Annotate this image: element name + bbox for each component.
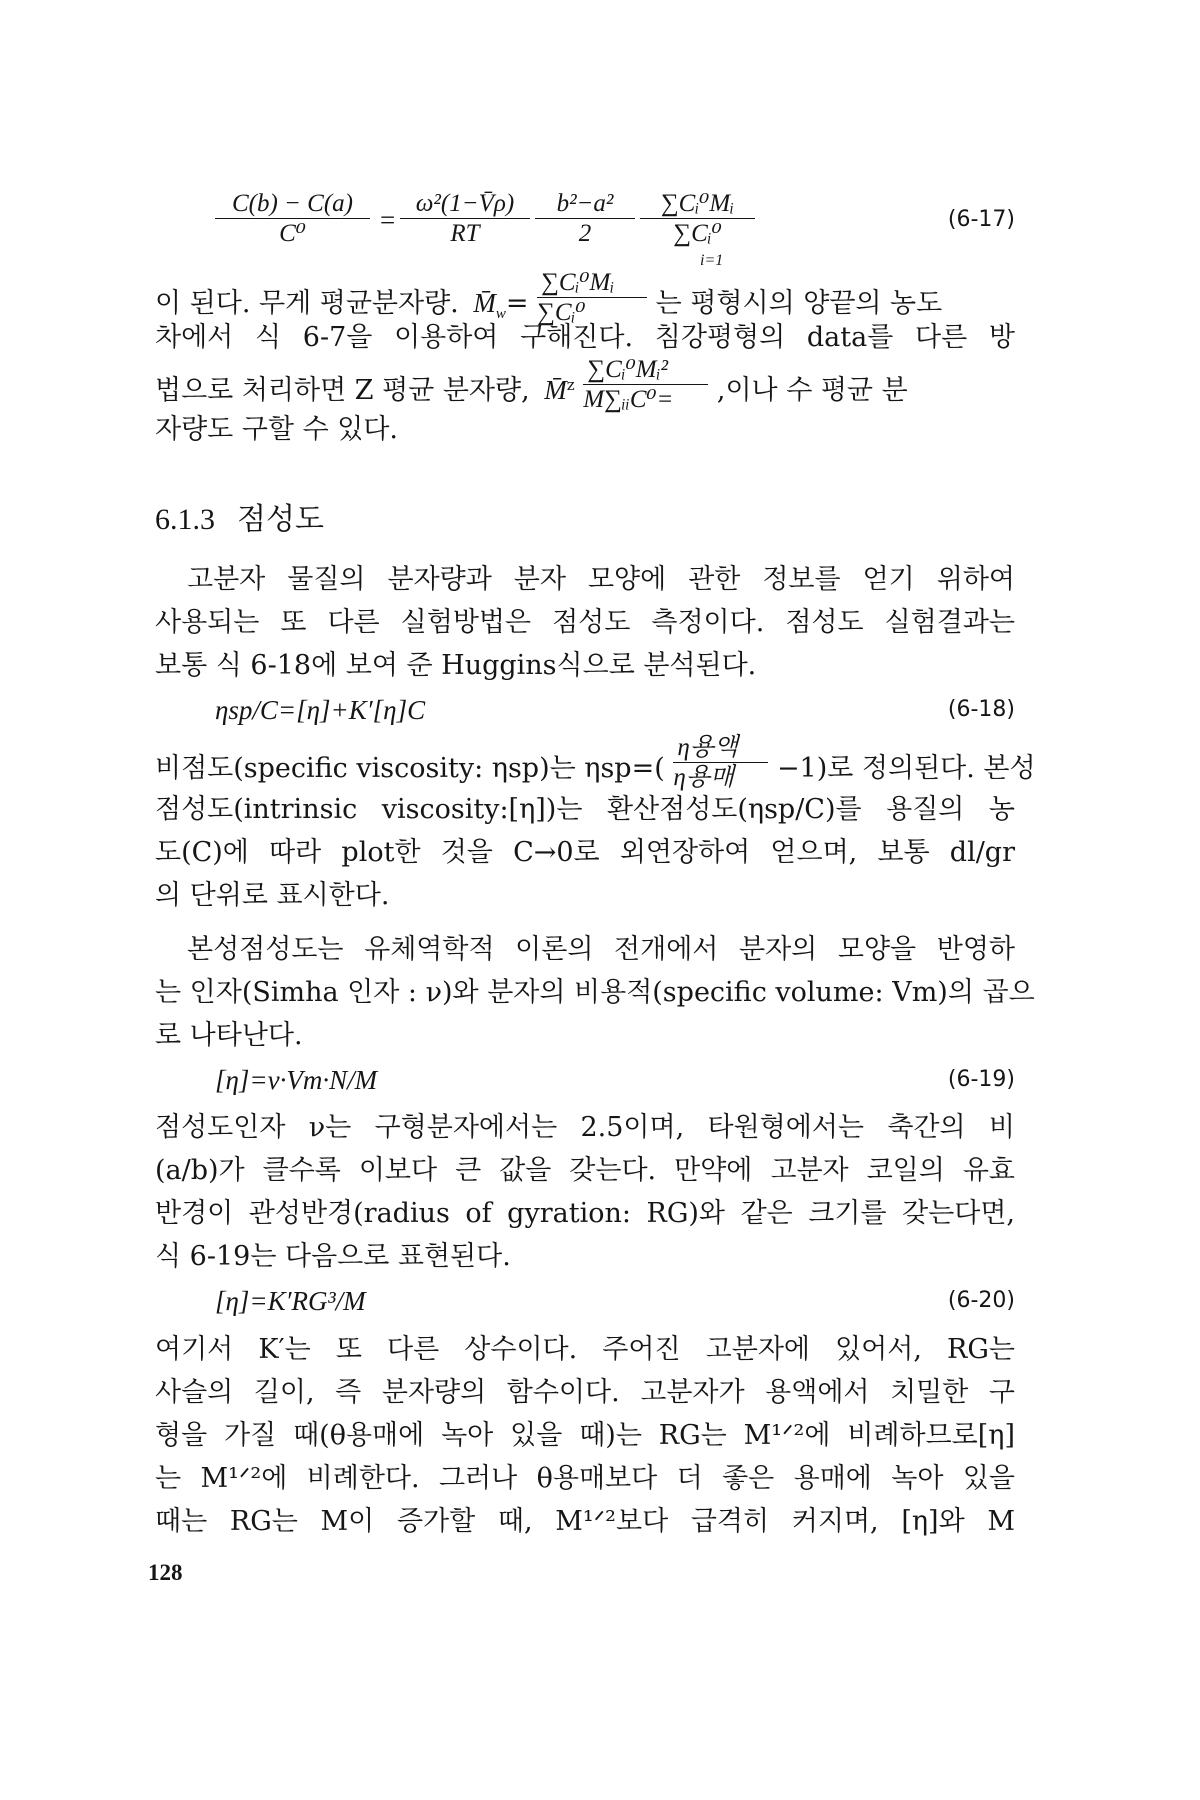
para1-line2: 차에서 식 6-7을 이용하여 구해진다. 침강평형의 data를 다른 방 (155, 322, 1015, 353)
eq-617-lhs-numerator: C(b) − C(a) (215, 190, 370, 219)
para3-line1-start: 비점도(specific viscosity: ηsp)는 ηsp=( (155, 753, 665, 784)
eq-618-text: ηsp/C=[η]+K′[η]C (215, 695, 426, 725)
eq-617-lhs-denominator: C⁰ (279, 220, 306, 247)
eq-617-sum-index: i=1 (700, 252, 724, 269)
para1-line3-symbol: M̄ (544, 375, 567, 405)
eq-617-fraction-2 (535, 190, 635, 249)
para1-line3-end: ,이나 수 평균 분 (716, 375, 908, 406)
para1-line1-frac-den: ∑Cᵢ⁰ (537, 299, 586, 326)
para4-line2: 는 인자(Simha 인자 : ν)와 분자의 비용적(specific volume: Vm)의 곱으 (155, 977, 1035, 1008)
para4-line1: 본성점성도는 유체역학적 이론의 전개에서 분자의 모양을 반영하 (187, 934, 1015, 965)
para2-line3: 보통 식 6-18에 보여 준 Huggins식으로 분석된다. (155, 650, 757, 681)
section-title: 점성도 (237, 502, 324, 537)
para6-line4: 는 M¹ᐟ²에 비례한다. 그러나 θ용매보다 더 좋은 용매에 녹아 있을 (155, 1463, 1015, 1494)
eq-617-rhs3-numerator: ∑Cᵢ⁰Mᵢ (640, 190, 755, 219)
eq-617-fraction-1 (400, 190, 530, 249)
para6-line2: 사슬의 길이, 즉 분자량의 함수이다. 고분자가 용액에서 치밀한 구 (155, 1377, 1015, 1408)
para1-line1-frac-num: ∑Cᵢ⁰Mᵢ (537, 269, 647, 298)
section-heading (155, 500, 324, 540)
para1-line3-frac-den: M∑ᵢᵢC⁰= (583, 386, 674, 413)
para1-line1-symbol: M̄ (473, 288, 496, 318)
eq-617-rhs1-numerator: ω²(1−V̄ρ) (400, 190, 530, 219)
section-number: 6.1.3 (155, 503, 215, 536)
eq-620-text: [η]=K′RG³/M (215, 1286, 366, 1316)
para1-line1-end: 는 평형시의 양끝의 농도 (655, 288, 943, 319)
para1-line3-start: 법으로 처리하면 Z 평균 분자량, (155, 375, 530, 406)
para1-line3-frac-num: ∑Cᵢ⁰Mᵢ² (583, 356, 708, 385)
eq-617-number: (6-17) (947, 207, 1015, 232)
para1-line3-fraction (583, 356, 708, 415)
para1-line4: 자량도 구할 수 있다. (155, 414, 398, 445)
eq-619-number: (6-19) (947, 1067, 1015, 1092)
eq-617-equals: = (380, 205, 396, 235)
para1-line1: 이 된다. 무게 평균분자량. $M̄_w=$ $\frac{\text{∑Cᵢ⁰Mᵢ}}{\text{∑Cᵢ⁰}}$ 는 평형시의 양끝의 농도 (155, 269, 943, 326)
para5-line3: 반경이 관성반경(radius of gyration: RG)와 같은 크기를 갖는다면, (155, 1198, 1015, 1229)
para3-line1-fraction (673, 734, 768, 793)
para6-line5: 때는 RG는 M이 증가할 때, M¹ᐟ²보다 급격히 커지며, [η]와 M (155, 1506, 1015, 1537)
page-number: 128 (148, 1560, 183, 1585)
para6-line3: 형을 가질 때(θ용매에 녹아 있을 때)는 RG는 M¹ᐟ²에 비례하므로[η] (155, 1420, 1015, 1451)
para3-line1-frac-num: η용액 (673, 734, 768, 763)
para3-line1-end: −1)로 정의된다. 본성 (776, 753, 1036, 784)
para1-line1-start: 이 된다. 무게 평균분자량. (155, 288, 459, 319)
para4-line3: 로 나타난다. (155, 1020, 303, 1051)
eq-617-fraction-lhs (215, 190, 370, 249)
para5-line4: 식 6-19는 다음으로 표현된다. (155, 1241, 511, 1272)
eq-617-rhs3-denominator: ∑Cᵢ⁰ (673, 220, 722, 247)
para3-line4: 의 단위로 표시한다. (155, 880, 390, 911)
para3-line2: 점성도(intrinsic viscosity:[η])는 환산점성도(ηsp/C)를 용질의 농 (155, 794, 1015, 825)
eq-619-text: [η]=ν·Vm·N/M (215, 1065, 378, 1095)
eq-617-rhs2-numerator: b²−a² (535, 190, 635, 219)
eq-617-fraction-3 (640, 190, 755, 249)
para1-line3: 법으로 처리하면 Z 평균 분자량, M̄$^z$ $\frac{\text{∑Cᵢ⁰Mᵢ²}}{\text{M∑ᵢᵢC⁰=}}$ ,이나 수 평균 분 (155, 356, 908, 413)
para2-line1: 고분자 물질의 분자량과 분자 모양에 관한 정보를 얻기 위하여 (187, 564, 1015, 595)
eq-618-number: (6-18) (947, 697, 1015, 722)
para2-line2: 사용되는 또 다른 실험방법은 점성도 측정이다. 점성도 실험결과는 (155, 607, 1015, 638)
para3-line1-frac-den: η용매 (673, 764, 735, 791)
eq-617-rhs2-denominator: 2 (578, 220, 592, 247)
para5-line2: (a/b)가 클수록 이보다 큰 값을 갖는다. 만약에 고분자 코일의 유효 (155, 1155, 1015, 1186)
para6-line1: 여기서 K′는 또 다른 상수이다. 주어진 고분자에 있어서, RG는 (155, 1334, 1015, 1365)
para5-line1: 점성도인자 ν는 구형분자에서는 2.5이며, 타원형에서는 축간의 비 (155, 1112, 1015, 1143)
eq-617-rhs1-denominator: RT (450, 220, 480, 247)
eq-620-number: (6-20) (947, 1288, 1015, 1313)
para3-line3: 도(C)에 따라 plot한 것을 C→0로 외연장하여 얻으며, 보통 dl/gr (155, 837, 1015, 868)
